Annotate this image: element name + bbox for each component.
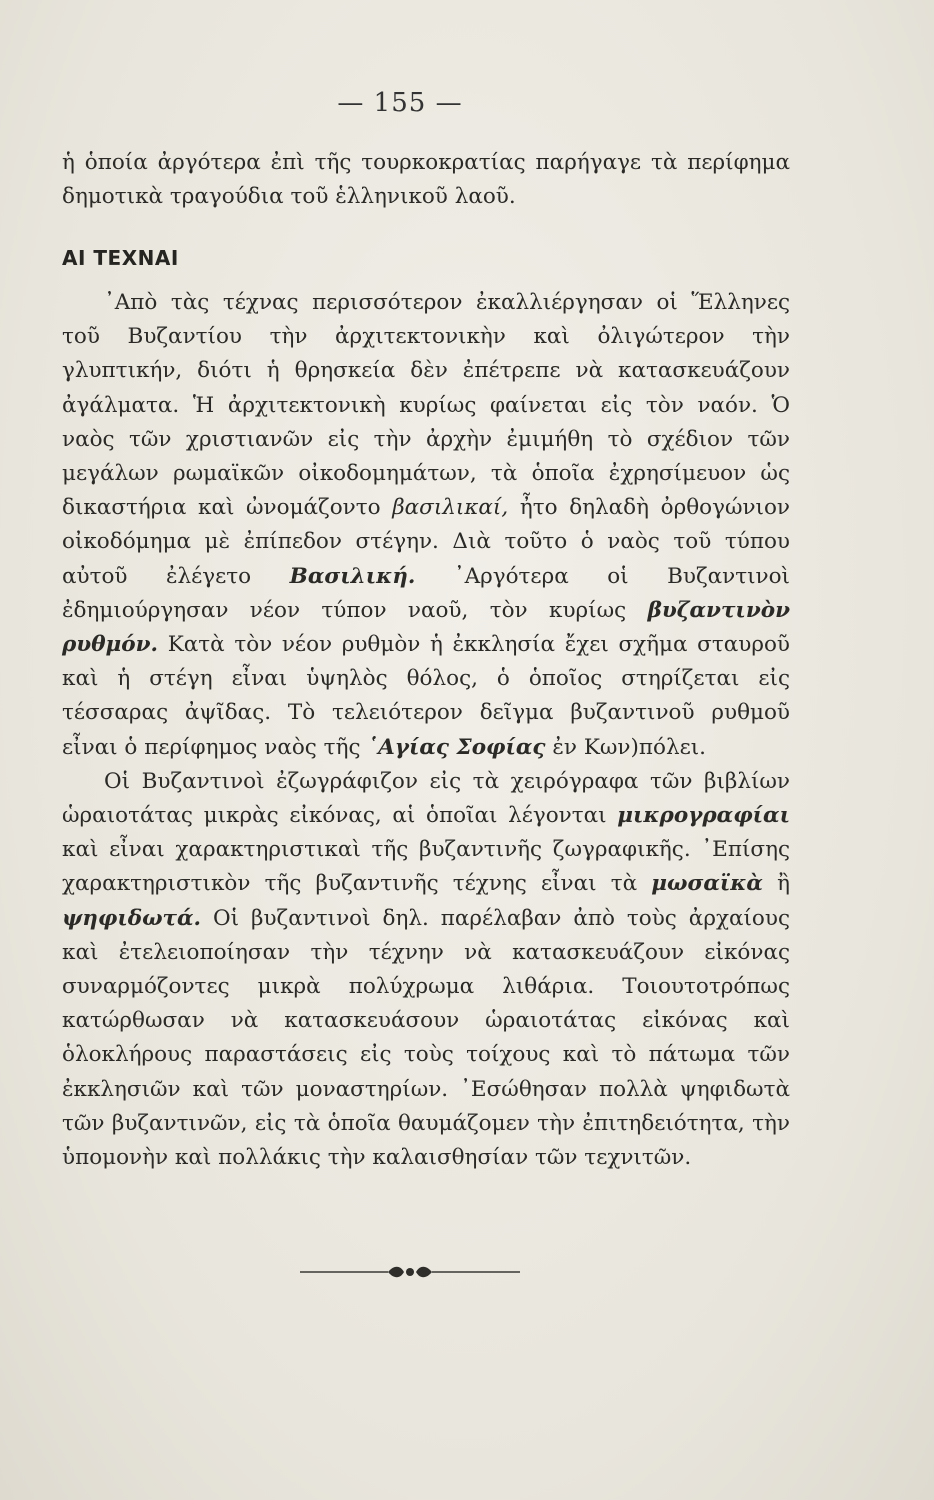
paragraph-painting <box>62 765 790 1175</box>
paragraph-text: Οἱ Βυζαντινοὶ ἐζωγράφιζον εἰς τὰ χειρόγραφα τῶν βιβλίων ὡραιοτάτας μικρὰς εἰκόνας, αἱ ὁποῖαι λέγονται <box>62 768 790 829</box>
emphasized-term: μικρογραφίαι <box>617 803 791 829</box>
paragraph-text: ἐν Κων)πόλει. <box>552 734 706 760</box>
italic-term: βασιλικαί, <box>392 495 509 521</box>
emphasized-term: ψηφιδωτά. <box>62 905 202 931</box>
paragraph-text: Οἱ βυζαντινοὶ δηλ. παρέλαβαν ἀπὸ τοὺς ἀρχαίους καὶ ἐτελειοποίησαν τὴν τέχνην νὰ κατασκευάζουν εἰκόνας συναρμόζοντες μικρὰ πολύχρωμα λιθάρια. Τοιουτοτρόπως κατώρθωσαν νὰ κατασκευάσουν ὡραιοτάτας εἰκόνας καὶ ὁλοκλήρους παραστάσεις εἰς τοὺς τοίχους καὶ τὸ πάτωμα τῶν ἐκκλησιῶν καὶ τῶν μοναστηρίων. ᾿Εσώθησαν πολλὰ ψηφιδωτὰ τῶν βυζαντινῶν, εἰς τὰ ὁποῖα θαυμάζομεν τὴν ἐπιτηδειότητα, τὴν ὑπομονὴν καὶ πολλάκις τὴν καλαισθησίαν τῶν τεχνιτῶν. <box>62 905 790 1171</box>
emphasized-term: μωσαϊκὰ <box>651 871 763 897</box>
continuation-paragraph <box>62 146 790 214</box>
paragraph-text: καὶ εἶναι χαρακτηριστικαὶ τῆς βυζαντινῆς ζωγραφικῆς. ᾿Επίσης χαρακτηριστικὸν τῆς βυζαντινῆς τέχνης εἶναι τὰ <box>62 837 790 897</box>
paragraph-text: ᾿Απὸ τὰς τέχνας περισσότερον ἐκαλλιέργησαν οἱ Ἕλληνες τοῦ Βυζαντίου τὴν ἀρχιτεκτονικὴν καὶ ὀλιγώτερον τὴν γλυπτικήν, διότι ἡ θρησκεία δὲν ἐπέτρεπε νὰ κατασκευάζουν ἀγάλματα. Ἡ ἀρχιτεκτονικὴ κυρίως φαίνεται εἰς τὸν ναόν. Ὁ ναὸς τῶν χριστιανῶν εἰς τὴν ἀρχὴν ἐμιμήθη τὸ σχέδιον τῶν μεγάλων ρωμαϊκῶν οἰκοδομημάτων, τὰ ὁποῖα ἐχρησίμευον ὡς δικαστήρια καὶ ὠνομάζοντο <box>62 290 790 521</box>
paragraph-text: ᾿Αργότερα οἱ Βυζαντινοὶ ἐδημιούργησαν νέον τύπον ναοῦ, τὸν κυρίως <box>62 563 790 623</box>
paragraph-architecture <box>62 286 790 765</box>
section-body <box>62 286 790 1175</box>
page-number: — 155 — <box>337 88 463 118</box>
section-heading: ΑΙ ΤΕΧΝΑΙ <box>62 246 179 270</box>
paragraph-text: Κατὰ τὸν νέον ρυθμὸν ἡ ἐκκλησία ἔχει σχῆμα σταυροῦ καὶ ἡ στέγη εἶναι ὑψηλὸς θόλος, ὁ ὁποῖος στηρίζεται εἰς τέσσαρας ἀψῖδας. Τὸ τελειότερον δεῖγμα βυζαντινοῦ ρυθμοῦ εἶναι ὁ περίφημος ναὸς τῆς <box>62 632 790 760</box>
paragraph-text: ἢ <box>777 871 790 897</box>
continuation-text: ἡ ὁποία ἀργότερα ἐπὶ τῆς τουρκοκρατίας παρήγαγε τὰ περίφημα δημοτικὰ τραγούδια τοῦ ἑλληνικοῦ λαοῦ. <box>62 150 790 210</box>
emphasized-term: ῾Αγίας Σοφίας <box>367 734 546 760</box>
paragraph-text: ἦτο δηλαδὴ ὀρθογώνιον οἰκοδόμημα μὲ ἐπίπεδον στέγην. Διὰ τοῦτο ὁ ναὸς τοῦ τύπου αὐτοῦ ἐλέγετο <box>62 495 790 589</box>
emphasized-term: Βασιλική. <box>289 563 416 589</box>
emphasized-term: βυζαντινὸν ρυθμόν. <box>62 597 790 658</box>
divider-ornament-icon <box>300 1262 520 1282</box>
